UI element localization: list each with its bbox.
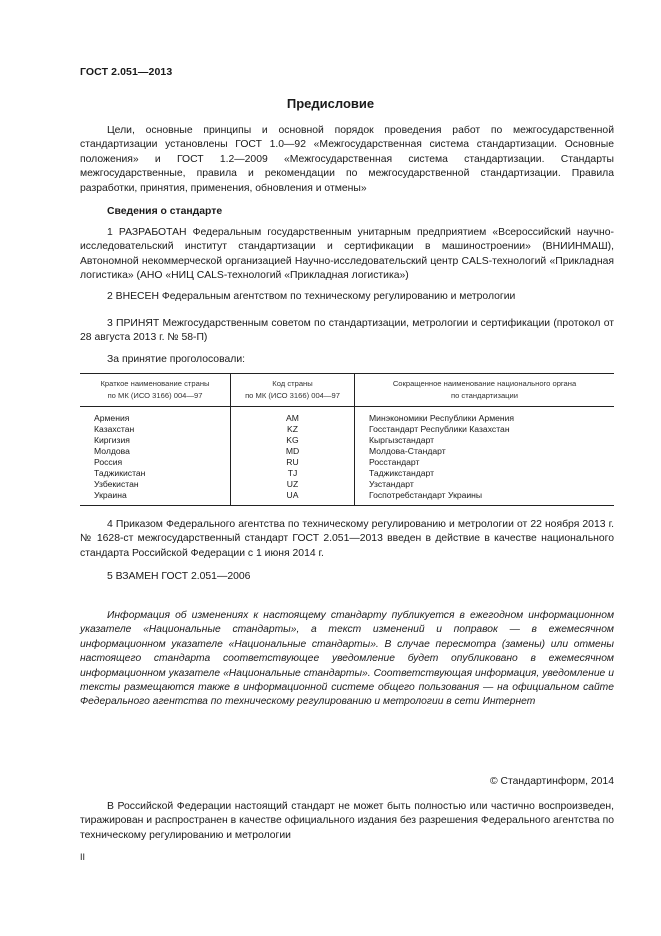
- cell-country: Россия: [94, 457, 123, 467]
- column-header-body: [355, 374, 615, 407]
- cell-code: UZ: [231, 479, 355, 490]
- cell-body: Росстандарт: [355, 457, 615, 468]
- column-header-line: по стандартизации: [450, 391, 519, 400]
- copyright: © Стандартинформ, 2014: [489, 776, 614, 787]
- cell-body: Минэкономики Республики Армения: [355, 407, 615, 425]
- rights-notice: В Российской Федерации настоящий стандарт не может быть полностью или частично воспроизведен, тиражирован и распространен в качестве официального издания без разрешения Федерального агентства по техническому регулированию и метрологии: [80, 801, 614, 841]
- column-header-line: по МК (ИСО 3166) 004—97: [245, 391, 340, 400]
- item-developed: 1 РАЗРАБОТАН Федеральным государственным унитарным предприятием «Всероссийский научно-исследовательский институт стандартизации и сертификации в машиностроении» (ВНИИНМАШ), Автономной некоммерческой организацией Научно-исследовательский центр CALS-технологий «Прикладная логистика» (АНО «НИЦ CALS-технологий «Прикладная логистика»): [80, 227, 614, 282]
- cell-code: KG: [231, 435, 355, 446]
- cell-country: Узбекистан: [94, 479, 139, 489]
- cell-code: RU: [231, 457, 355, 468]
- table-row: [80, 424, 614, 435]
- column-header-line: Краткое наименование страны: [100, 379, 210, 388]
- cell-code: AM: [231, 407, 355, 425]
- cell-country: Киргизия: [94, 435, 130, 445]
- cell-code: MD: [231, 446, 355, 457]
- column-header-code: [231, 374, 355, 407]
- cell-country: Казахстан: [94, 424, 135, 434]
- cell-body: Госпотребстандарт Украины: [355, 490, 615, 506]
- item-adopted: 3 ПРИНЯТ Межгосударственным советом по стандартизации, метрологии и сертификации (протокол от 28 августа 2013 г. № 58-П): [80, 318, 614, 344]
- cell-body: Молдова-Стандарт: [355, 446, 615, 457]
- cell-body: Кыргызстандарт: [355, 435, 615, 446]
- cell-code: KZ: [231, 424, 355, 435]
- cell-country: Украина: [80, 490, 231, 506]
- document-code-header: ГОСТ 2.051—2013: [80, 66, 173, 78]
- table-header-row: [80, 374, 614, 407]
- info-heading: Сведения о стандарте: [107, 206, 223, 217]
- table-row: [80, 490, 614, 506]
- cell-code: TJ: [231, 468, 355, 479]
- cell-body: Таджикстандарт: [355, 468, 615, 479]
- table-row: [80, 457, 614, 468]
- change-notice: Информация об изменениях к настоящему стандарту публикуется в ежегодном информационном указателе «Национальные стандарты», а текст изменений и поправок — в ежемесячном информационном указателе «Национальные стандарты». В случае пересмотра (замены) или отмены настоящего стандарта соответствующее уведомление будет опубликовано в ежемесячном информационном указателе «Национальные стандарты». Соответствующая информация, уведомление и тексты размещаются также в информационной системе общего пользования — на официальном сайте Федерального агентства по техническому регулированию и метрологии в сети Интернет: [80, 610, 614, 708]
- item-order: 4 Приказом Федерального агентства по техническому регулированию и метрологии от 22 ноября 2013 г. № 1628-ст межгосударственный стандарт ГОСТ 2.051—2013 введен в действие в качестве национального стандарта Российской Федерации с 1 июня 2014 г.: [80, 519, 614, 559]
- voting-table: [80, 373, 614, 506]
- page-title: Предисловие: [286, 96, 375, 111]
- intro-paragraph: Цели, основные принципы и основной порядок проведения работ по межгосударственной стандартизации установлены ГОСТ 1.0—92 «Межгосударственная система стандартизации. Основные положения» и ГОСТ 1.2—2009 «Межгосударственная система стандартизации. Стандарты межгосударственные, правила и рекомендации по межгосударственной стандартизации. Правила разработки, принятия, применения, обновления и отмены»: [80, 125, 614, 194]
- cell-country: Армения: [94, 413, 130, 423]
- column-header-country: [80, 374, 231, 407]
- page-number: II: [80, 852, 86, 862]
- table-row: [80, 479, 614, 490]
- cell-country: Молдова: [94, 446, 130, 456]
- cell-body: Госстандарт Республики Казахстан: [355, 424, 615, 435]
- item-introduced: 2 ВНЕСЕН Федеральным агентством по техническому регулированию и метрологии: [107, 291, 516, 302]
- cell-country: Таджикистан: [94, 468, 146, 478]
- table-row: [80, 407, 614, 425]
- column-header-line: Код страны: [272, 379, 313, 388]
- table-row: [80, 446, 614, 457]
- table-row: [80, 435, 614, 446]
- column-header-line: по МК (ИСО 3166) 004—97: [107, 391, 203, 400]
- table-row: [80, 468, 614, 479]
- cell-code: UA: [231, 490, 355, 506]
- voted-label: За принятие проголосовали:: [107, 354, 246, 365]
- column-header-line: Сокращенное наименование национального органа: [392, 379, 577, 388]
- cell-body: Узстандарт: [355, 479, 615, 490]
- item-replaces: 5 ВЗАМЕН ГОСТ 2.051—2006: [107, 571, 251, 582]
